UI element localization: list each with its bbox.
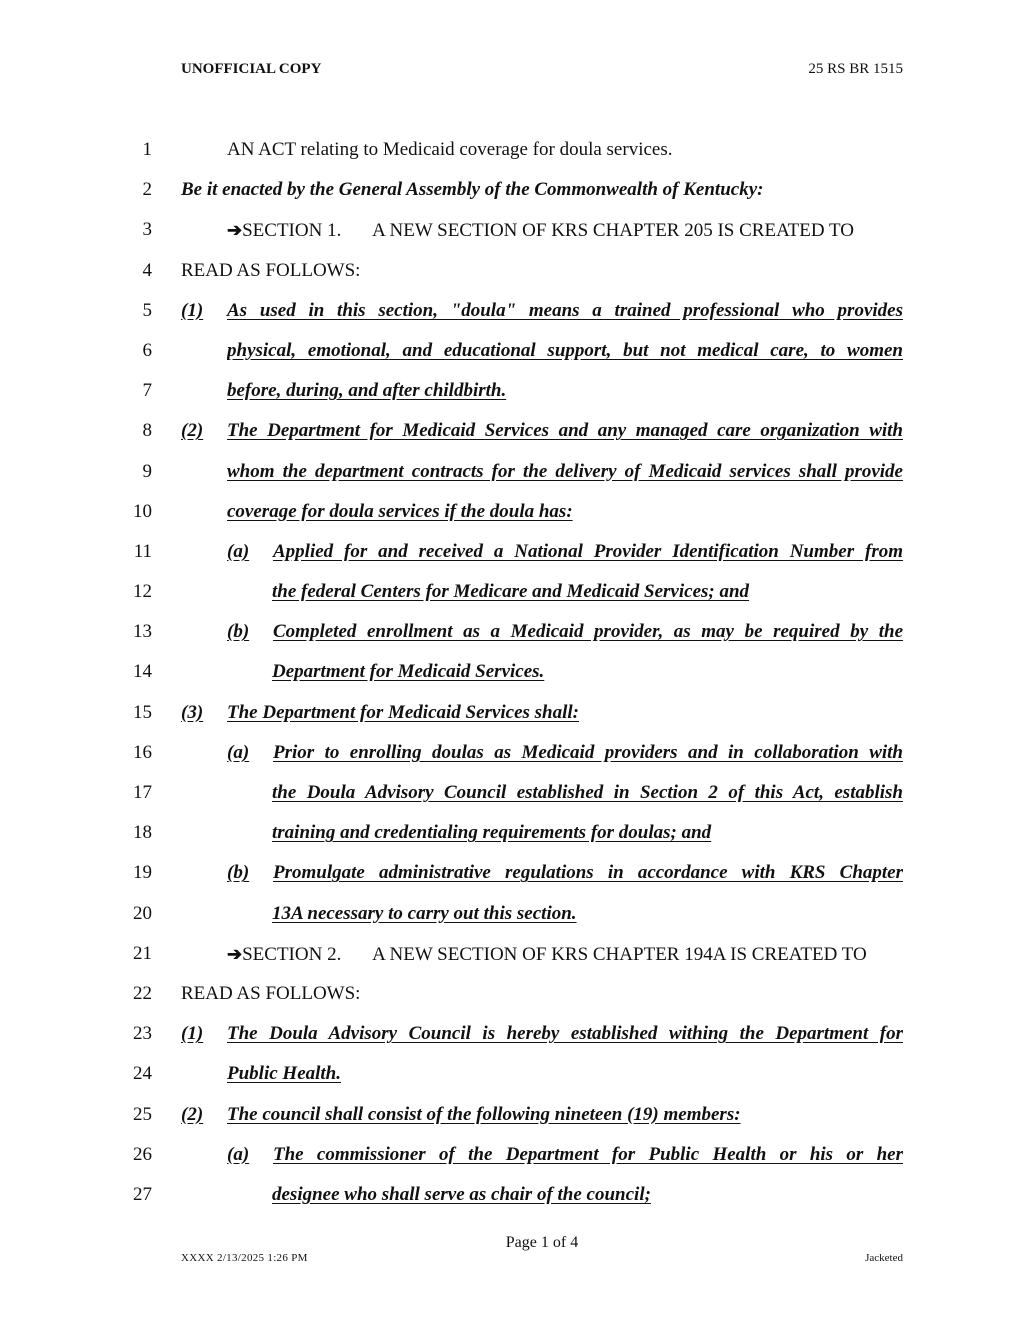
line-2 bbox=[0, 170, 1024, 210]
line-25 bbox=[0, 1095, 1024, 1135]
line-text bbox=[181, 1103, 903, 1127]
line-19 bbox=[0, 853, 1024, 893]
line-body: designee who shall serve as chair of the council; bbox=[272, 1183, 651, 1205]
line-text bbox=[227, 460, 903, 486]
subsection-marker: (a) bbox=[227, 741, 250, 763]
line-number: 13 bbox=[133, 621, 152, 643]
line-22 bbox=[0, 974, 1024, 1014]
line-text bbox=[227, 138, 903, 162]
line-body: Applied for and received a National Provider Identification Number from bbox=[273, 540, 903, 562]
line-number: 22 bbox=[133, 982, 152, 1004]
line-17 bbox=[0, 773, 1024, 813]
footer-right: Jacketed bbox=[865, 1252, 903, 1264]
line-26 bbox=[0, 1135, 1024, 1175]
line-body: A NEW SECTION OF KRS CHAPTER 194A IS CREATED TO bbox=[372, 943, 867, 965]
line-number: 27 bbox=[133, 1183, 152, 1205]
line-12 bbox=[0, 572, 1024, 612]
subsection-marker: (a) bbox=[227, 540, 250, 562]
line-body: Promulgate administrative regulations in accordance with KRS Chapter bbox=[273, 862, 903, 884]
line-number: 4 bbox=[142, 259, 152, 281]
subsection-marker: (2) bbox=[181, 420, 204, 442]
line-number: 6 bbox=[142, 339, 152, 361]
line-body: AN ACT relating to Medicaid coverage for doula services. bbox=[227, 139, 673, 160]
line-body: before, during, and after childbirth. bbox=[227, 380, 507, 402]
line-number: 25 bbox=[133, 1103, 152, 1125]
line-text bbox=[227, 861, 903, 887]
line-23 bbox=[0, 1014, 1024, 1054]
line-7 bbox=[0, 371, 1024, 411]
page-number: Page 1 of 4 bbox=[505, 1234, 579, 1251]
line-number: 19 bbox=[133, 862, 152, 884]
line-body: The council shall consist of the following nineteen (19) members: bbox=[227, 1103, 741, 1125]
line-text bbox=[227, 339, 903, 365]
line-20 bbox=[0, 894, 1024, 934]
line-body: READ AS FOLLOWS: bbox=[181, 259, 361, 281]
line-13 bbox=[0, 612, 1024, 652]
line-16 bbox=[0, 733, 1024, 773]
line-text bbox=[272, 902, 903, 926]
line-text bbox=[181, 1022, 903, 1048]
section-label: SECTION 2. bbox=[242, 943, 342, 965]
line-number: 18 bbox=[133, 822, 152, 844]
line-number: 11 bbox=[133, 540, 152, 562]
line-text bbox=[181, 419, 903, 445]
line-text bbox=[227, 741, 903, 767]
header-left: UNOFFICIAL COPY bbox=[181, 61, 322, 77]
line-text bbox=[227, 379, 903, 403]
line-14 bbox=[0, 652, 1024, 692]
line-body: Completed enrollment as a Medicaid provider, as may be required by the bbox=[273, 621, 903, 643]
line-10 bbox=[0, 492, 1024, 532]
line-number: 5 bbox=[142, 299, 152, 321]
line-number: 7 bbox=[142, 380, 152, 402]
line-4 bbox=[0, 251, 1024, 291]
line-number: 12 bbox=[133, 581, 152, 603]
line-body: Be it enacted by the General Assembly of the Commonwealth of Kentucky: bbox=[181, 179, 764, 201]
line-body: The Doula Advisory Council is hereby established withing the Department for bbox=[227, 1023, 903, 1045]
line-8 bbox=[0, 411, 1024, 451]
line-body: A NEW SECTION OF KRS CHAPTER 205 IS CREATED TO bbox=[372, 220, 855, 242]
line-number: 20 bbox=[133, 902, 152, 924]
line-11 bbox=[0, 532, 1024, 572]
line-body: 13A necessary to carry out this section. bbox=[272, 902, 577, 924]
line-body: coverage for doula services if the doula has: bbox=[227, 500, 573, 522]
line-body: Public Health. bbox=[227, 1063, 341, 1085]
line-24 bbox=[0, 1054, 1024, 1094]
line-text bbox=[227, 1143, 903, 1169]
line-number: 15 bbox=[133, 701, 152, 723]
line-body: Prior to enrolling doulas as Medicaid providers and in collaboration with bbox=[273, 741, 903, 763]
line-3 bbox=[0, 210, 1024, 250]
line-text bbox=[181, 178, 903, 202]
footer-left: XXXX 2/13/2025 1:26 PM bbox=[181, 1252, 308, 1264]
line-number: 21 bbox=[133, 942, 152, 964]
line-number: 2 bbox=[142, 179, 152, 201]
header-right: 25 RS BR 1515 bbox=[808, 61, 903, 77]
subsection-marker: (1) bbox=[181, 1023, 204, 1045]
line-number: 8 bbox=[142, 420, 152, 442]
line-body: training and credentialing requirements for doulas; and bbox=[272, 822, 712, 844]
line-body: the federal Centers for Medicare and Medicaid Services; and bbox=[272, 581, 750, 603]
line-text bbox=[227, 620, 903, 646]
bill-text-body bbox=[0, 130, 1024, 1215]
section-arrow-icon: ➔ bbox=[227, 943, 243, 964]
line-text bbox=[181, 982, 903, 1006]
line-text bbox=[227, 1062, 903, 1086]
line-text bbox=[272, 660, 903, 684]
line-number: 23 bbox=[133, 1023, 152, 1045]
line-text bbox=[227, 540, 903, 566]
line-text bbox=[272, 1183, 903, 1207]
subsection-marker: (b) bbox=[227, 621, 250, 643]
line-text bbox=[272, 821, 903, 845]
line-1 bbox=[0, 130, 1024, 170]
line-number: 9 bbox=[142, 460, 152, 482]
line-body: physical, emotional, and educational support, but not medical care, to women bbox=[227, 339, 903, 361]
line-number: 24 bbox=[133, 1063, 152, 1085]
subsection-marker: (2) bbox=[181, 1103, 204, 1125]
line-text bbox=[181, 701, 903, 725]
line-number: 10 bbox=[133, 500, 152, 522]
line-body: The Department for Medicaid Services shall: bbox=[227, 701, 579, 723]
line-6 bbox=[0, 331, 1024, 371]
line-body: The Department for Medicaid Services and any managed care organization with bbox=[227, 420, 903, 442]
line-text bbox=[227, 218, 903, 243]
line-body: The commissioner of the Department for Public Health or his or her bbox=[273, 1143, 903, 1165]
line-27 bbox=[0, 1175, 1024, 1215]
line-text bbox=[272, 580, 903, 604]
subsection-marker: (b) bbox=[227, 862, 250, 884]
line-9 bbox=[0, 452, 1024, 492]
line-number: 3 bbox=[142, 219, 152, 241]
line-body: whom the department contracts for the delivery of Medicaid services shall provide bbox=[227, 460, 903, 482]
subsection-marker: (3) bbox=[181, 701, 204, 723]
section-arrow-icon: ➔ bbox=[227, 220, 243, 241]
line-text bbox=[227, 500, 903, 524]
line-text bbox=[181, 259, 903, 283]
line-text bbox=[227, 942, 903, 967]
line-21 bbox=[0, 934, 1024, 974]
subsection-marker: (a) bbox=[227, 1143, 250, 1165]
section-label: SECTION 1. bbox=[242, 220, 342, 242]
line-body: READ AS FOLLOWS: bbox=[181, 982, 361, 1004]
line-number: 14 bbox=[133, 661, 152, 683]
line-text bbox=[272, 781, 903, 807]
line-number: 26 bbox=[133, 1143, 152, 1165]
line-body: Department for Medicaid Services. bbox=[272, 661, 545, 683]
line-5 bbox=[0, 291, 1024, 331]
line-text bbox=[181, 299, 903, 325]
line-number: 17 bbox=[133, 782, 152, 803]
subsection-marker: (1) bbox=[181, 299, 204, 321]
line-number: 16 bbox=[133, 741, 152, 763]
line-number: 1 bbox=[142, 139, 152, 160]
line-15 bbox=[0, 693, 1024, 733]
line-18 bbox=[0, 813, 1024, 853]
line-body: the Doula Advisory Council established in Section 2 of this Act, establish bbox=[272, 782, 903, 803]
line-body: As used in this section, "doula" means a trained professional who provides bbox=[227, 299, 903, 321]
